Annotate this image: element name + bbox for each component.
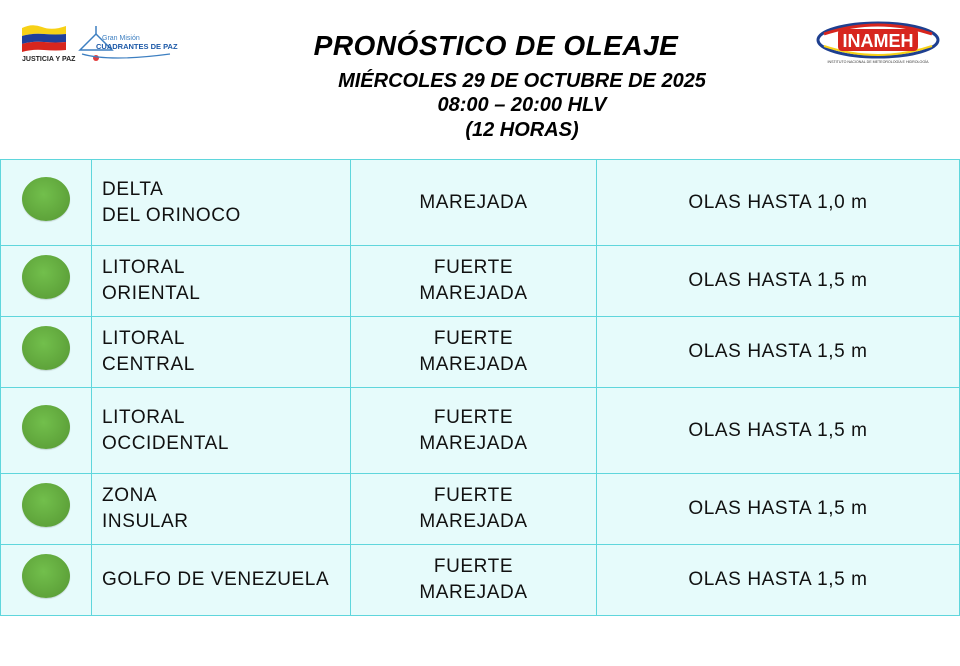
sea-state-line: MAREJADA	[419, 283, 528, 304]
zone-cell	[92, 160, 351, 246]
wave-height-text: OLAS HASTA 1,5 m	[688, 498, 868, 519]
wave-height-cell	[597, 474, 960, 545]
status-indicator-icon	[22, 483, 70, 527]
sea-state-line: FUERTE	[433, 328, 514, 349]
page-title: PRONÓSTICO DE OLEAJE	[313, 30, 679, 61]
forecast-date: MIÉRCOLES 29 DE OCTUBRE DE 2025	[338, 70, 706, 92]
zone-name-line: OCCIDENTAL	[102, 432, 230, 454]
table-row	[1, 474, 960, 545]
table-row	[1, 545, 960, 616]
wave-height-cell	[597, 388, 960, 474]
status-cell	[1, 160, 92, 246]
status-indicator-icon	[22, 554, 70, 598]
status-cell	[1, 545, 92, 616]
status-cell	[1, 246, 92, 317]
sea-state-cell	[351, 388, 597, 474]
wave-height-text: OLAS HASTA 1,5 m	[688, 341, 868, 362]
status-indicator-icon	[22, 326, 70, 370]
header	[0, 0, 960, 160]
zone-cell	[92, 317, 351, 388]
sea-state-cell	[351, 474, 597, 545]
sea-state-cell	[351, 246, 597, 317]
sea-state-cell	[351, 160, 597, 246]
sea-state-cell	[351, 317, 597, 388]
sea-state-line: MAREJADA	[419, 354, 528, 375]
wave-height-text: OLAS HASTA 1,5 m	[688, 569, 868, 590]
table-row	[1, 246, 960, 317]
forecast-time-range: 08:00 – 20:00 HLV	[437, 94, 607, 116]
sea-state-line: FUERTE	[433, 406, 514, 428]
sea-state-line: MAREJADA	[419, 191, 528, 213]
sea-state-line: MAREJADA	[419, 511, 528, 532]
wave-height-text: OLAS HASTA 1,5 m	[688, 270, 868, 291]
wave-height-cell	[597, 160, 960, 246]
forecast-duration: (12 HORAS)	[465, 119, 579, 141]
logo-right-caption: INSTITUTO NACIONAL DE METEOROLOGÍA E HIDROLOGÍA	[827, 60, 929, 64]
table-row	[1, 388, 960, 474]
zone-name-line: LITORAL	[102, 328, 186, 349]
zone-cell	[92, 474, 351, 545]
status-cell	[1, 388, 92, 474]
zone-name-line: LITORAL	[102, 406, 186, 428]
sea-state-line: MAREJADA	[419, 432, 528, 454]
wave-height-cell	[597, 246, 960, 317]
zone-name-line: ZONA	[102, 485, 158, 506]
zone-name-line: INSULAR	[102, 511, 189, 532]
wave-height-cell	[597, 317, 960, 388]
zone-cell	[92, 545, 351, 616]
sea-state-line: MAREJADA	[419, 582, 528, 603]
status-indicator-icon	[22, 255, 70, 299]
zone-name-line: CENTRAL	[102, 354, 195, 375]
sea-state-cell	[351, 545, 597, 616]
wave-height-text: OLAS HASTA 1,0 m	[688, 191, 868, 213]
status-cell	[1, 474, 92, 545]
status-indicator-icon	[22, 405, 70, 449]
zone-name-line: LITORAL	[102, 257, 186, 278]
zone-name-line: DELTA	[102, 178, 164, 200]
logo-right-text: INAMEH	[842, 31, 914, 51]
zone-name-line: ORIENTAL	[102, 283, 201, 304]
table-row	[1, 317, 960, 388]
wave-height-cell	[597, 545, 960, 616]
logo-left-caption: JUSTICIA Y PAZ	[22, 56, 76, 63]
sea-state-line: FUERTE	[433, 257, 514, 278]
sea-state-line: FUERTE	[433, 485, 514, 506]
table-row	[1, 160, 960, 246]
status-indicator-icon	[22, 177, 70, 221]
zone-cell	[92, 246, 351, 317]
zone-cell	[92, 388, 351, 474]
zone-name-line: GOLFO DE VENEZUELA	[102, 569, 330, 590]
sea-state-line: FUERTE	[433, 556, 514, 577]
logo-mission-small: Gran Misión	[102, 35, 140, 42]
zone-name-line: DEL ORINOCO	[102, 204, 241, 226]
wave-height-text: OLAS HASTA 1,5 m	[688, 419, 868, 441]
status-cell	[1, 317, 92, 388]
logo-mission-main: CUADRANTES DE PAZ	[96, 42, 178, 51]
forecast-table	[0, 159, 960, 616]
